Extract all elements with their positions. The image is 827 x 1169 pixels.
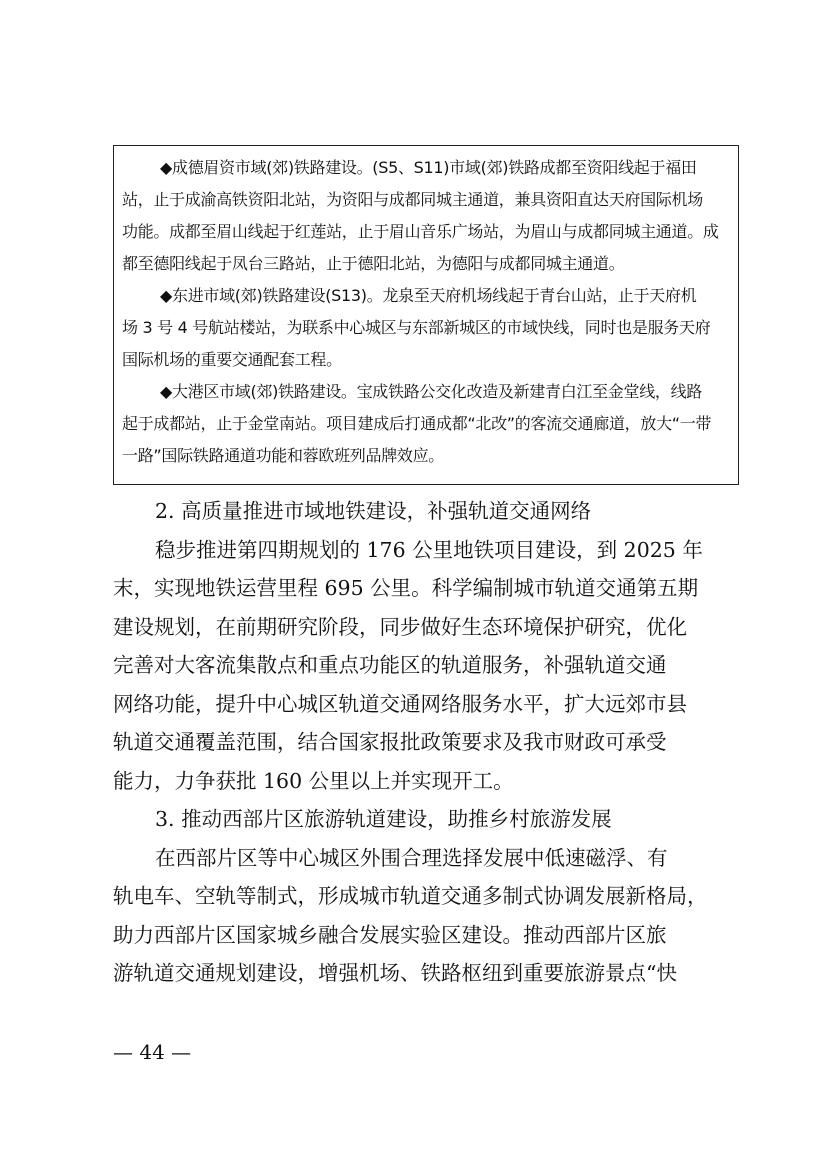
- paragraph-line: 末，实现地铁运营里程 695 公里。科学编制城市轨道交通第五期: [113, 576, 699, 600]
- paragraph-line: 游轨道交通规划建设，增强机场、铁路枢纽到重要旅游景点“快: [113, 961, 677, 985]
- body-text: [113, 492, 723, 993]
- paragraph-line: 在西部片区等中心城区外围合理选择发展中低速磁浮、有: [155, 845, 668, 870]
- paragraph-line: 网络功能，提升中心城区轨道交通网络服务水平，扩大远郊市县: [113, 691, 687, 716]
- box-line: 场 3 号 4 号航站楼站，为联系中心城区与东部新城区的市域快线，同时也是服务天府: [122, 318, 711, 337]
- box-line: ◆大港区市域(郊)铁路建设。宝成铁路公交化改造及新建青白江至金堂线，线路: [160, 382, 702, 401]
- box-line: 国际机场的重要交通配套工程。: [122, 350, 342, 369]
- section-heading: 3. 推动西部片区旅游轨道建设，助推乡村旅游发展: [155, 807, 612, 831]
- box-line: 站，止于成渝高铁资阳北站，为资阳与成都同城主通道，兼具资阳直达天府国际机场: [122, 190, 703, 209]
- paragraph-line: 助力西部片区国家城乡融合发展实验区建设。推动西部片区旅: [113, 922, 667, 947]
- box-line: 起于成都站，止于金堂南站。项目建成后打通成都“北改”的客流交通廊道，放大“一带: [122, 414, 712, 433]
- box-line: ◆成德眉资市域(郊)铁路建设。(S5、S11)市域(郊)铁路成都至资阳线起于福田: [160, 158, 697, 177]
- paragraph-line: 轨电车、空轨等制式，形成城市轨道交通多制式协调发展新格局，: [113, 884, 708, 908]
- section-heading: 2. 高质量推进市域地铁建设，补强轨道交通网络: [155, 499, 592, 523]
- page-number: — 44 —: [113, 1040, 192, 1064]
- railway-projects-box: [113, 145, 739, 485]
- box-line: 都至德阳线起于凤台三路站，止于德阳北站，为德阳与成都同城主通道。: [122, 254, 625, 273]
- paragraph-line: 轨道交通覆盖范围，结合国家报批政策要求及我市财政可承受: [113, 730, 667, 754]
- box-line: ◆东进市域(郊)铁路建设(S13)。龙泉至天府机场线起于青台山站，止于天府机: [160, 286, 697, 305]
- paragraph-line: 建设规划，在前期研究阶段，同步做好生态环境保护研究，优化: [113, 614, 687, 639]
- box-line: 一路”国际铁路通道功能和蓉欧班列品牌效应。: [122, 446, 444, 465]
- box-line: 功能。成都至眉山线起于红莲站，止于眉山音乐广场站，为眉山与成都同城主通道。成: [122, 222, 719, 241]
- paragraph-line: 能力，力争获批 160 公里以上并实现开工。: [113, 768, 514, 793]
- paragraph-line: 完善对大客流集散点和重点功能区的轨道服务，补强轨道交通: [113, 653, 667, 677]
- paragraph-line: 稳步推进第四期规划的 176 公里地铁项目建设，到 2025 年: [155, 537, 703, 562]
